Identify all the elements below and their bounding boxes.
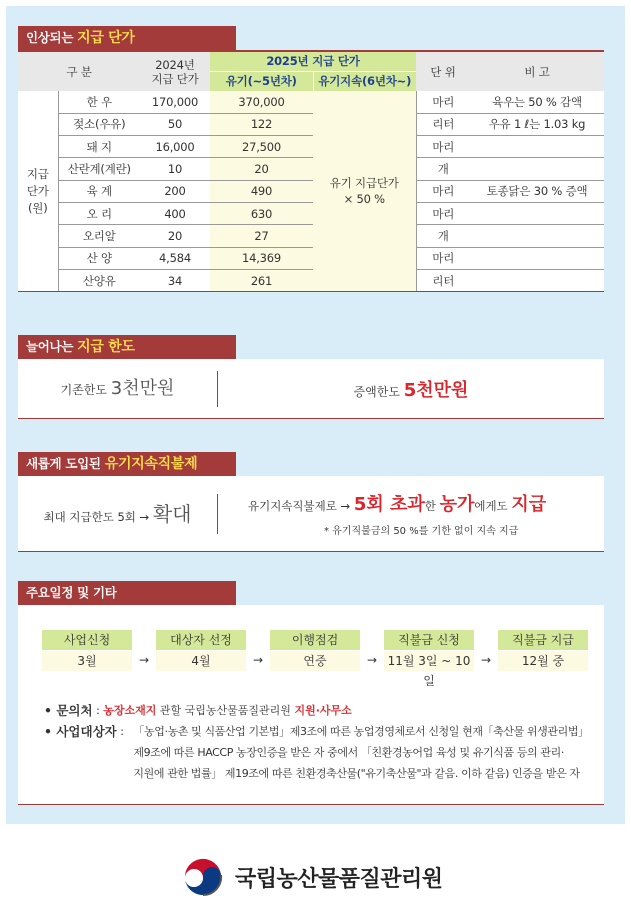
step-title: 사업신청 [42, 630, 132, 650]
cell-2024: 400 [140, 202, 210, 224]
section-title-highlight: 유기지속직불제 [104, 456, 198, 472]
table-row [18, 247, 604, 269]
table-row [18, 136, 604, 158]
step-title: 이행점검 [270, 630, 360, 650]
cell-2024: 50 [140, 113, 210, 135]
cell-2024: 16,000 [140, 136, 210, 158]
cell-unit: 개 [416, 158, 470, 180]
cell-note [470, 225, 604, 247]
step-value: 연중 [270, 651, 360, 671]
cell-2025-organic: 14,369 [210, 247, 313, 269]
header-note: 비 고 [470, 51, 604, 91]
cell-2024: 10 [140, 158, 210, 180]
cell-unit: 리터 [416, 113, 470, 135]
step-title: 직불금 신청 [384, 630, 474, 650]
cell-2025-organic: 490 [210, 180, 313, 202]
step-title: 직불금 지급 [498, 630, 588, 650]
schedule-step [270, 630, 360, 671]
cell-note [470, 247, 604, 269]
cell-unit: 리터 [416, 269, 470, 291]
table-row [18, 91, 604, 113]
limit-card [18, 359, 604, 419]
continuous-payment-prefix: 유기지속직불제로 → [248, 499, 354, 513]
continuous-payment-note: * 유기직불금의 50 %를 기한 없이 지속 지급 [324, 526, 519, 537]
continuous-payment-mid2: 에게도 [474, 499, 512, 513]
cell-2024: 200 [140, 180, 210, 202]
step-value: 4월 [156, 651, 246, 671]
arrow-right-icon: → [138, 652, 150, 667]
contact-location: 농장소재지 [103, 704, 157, 717]
cell-unit: 개 [416, 225, 470, 247]
footer-logo [181, 855, 443, 899]
contact-label: • 문의처 [44, 703, 93, 718]
target-colon: : [116, 725, 128, 738]
cell-item: 돼 지 [58, 136, 140, 158]
taegeuk-logo-icon [181, 855, 225, 899]
contact-row [44, 700, 604, 721]
target-line-1: 「농업·농촌 및 식품산업 기본법」제3조에 따른 농업경영체로서 신청일 현재「축산물 위생관리법」 [133, 725, 589, 738]
schedule-step [156, 630, 246, 671]
cell-item: 오리알 [58, 225, 140, 247]
header-class: 구 분 [18, 51, 140, 91]
existing-limit-label: 기존한도 [60, 382, 111, 397]
section-header-limit [18, 335, 236, 359]
section-title-highlight: 지급 단가 [77, 30, 135, 46]
header-continuous: 유기지속(6년차~) [313, 71, 416, 91]
cell-2025-organic: 630 [210, 202, 313, 224]
section-title-highlight: 지급 한도 [77, 339, 135, 355]
schedule-step [384, 630, 474, 688]
cell-2025-organic: 261 [210, 269, 313, 291]
cell-note [470, 136, 604, 158]
arrow-right-icon: → [366, 652, 378, 667]
cell-item: 젖소(우유) [58, 113, 140, 135]
section-header-price [18, 26, 236, 50]
continuous-payment-red3: 지급 [511, 494, 547, 515]
continuous-payment-desc [218, 490, 604, 537]
cell-note [470, 202, 604, 224]
cell-note: 육우는 50 % 감액 [470, 91, 604, 113]
cell-note: 토종닭은 30 % 증액 [470, 180, 604, 202]
cell-2025-organic: 370,000 [210, 91, 313, 113]
info-block [44, 700, 604, 784]
section-title-prefix: 늘어나는 [26, 339, 78, 354]
target-row [44, 721, 604, 784]
schedule-step [498, 630, 588, 671]
step-value: 12월 중 [498, 651, 588, 671]
continuous-payment-mid: 한 [424, 499, 440, 513]
cell-2025-organic: 20 [210, 158, 313, 180]
step-title: 대상자 선정 [156, 630, 246, 650]
schedule-steps [42, 630, 588, 688]
schedule-step [42, 630, 132, 671]
table-row [18, 202, 604, 224]
cell-note [470, 158, 604, 180]
table-row [18, 225, 604, 247]
section-header-schedule [18, 581, 236, 605]
existing-limit [18, 371, 218, 407]
cell-item: 산란계(계란) [58, 158, 140, 180]
schedule-card [18, 605, 604, 805]
target-line-2: 제9조에 따른 HACCP 농장인증을 받은 자 중에서 「친환경농어업 육성 및 유기식품 등의 관리· [133, 746, 564, 759]
section-title-prefix: 인상되는 [26, 30, 78, 45]
cell-2024: 170,000 [140, 91, 210, 113]
section-title-prefix: 새롭게 도입된 [26, 456, 105, 471]
table-row [18, 158, 604, 180]
row-header-price: 지급 단가 (원) [18, 91, 58, 292]
cell-unit: 마리 [416, 91, 470, 113]
step-value: 11월 3일 ~ 10일 [384, 651, 474, 671]
cell-2025-continuous: 유기 지급단가 × 50 % [313, 91, 416, 292]
contact-office: 지원·사무소 [294, 704, 352, 717]
cell-item: 한 우 [58, 91, 140, 113]
direct-payment-card [18, 476, 604, 552]
step-value: 3월 [42, 651, 132, 671]
cell-item: 산양유 [58, 269, 140, 291]
continuous-payment-red2: 농가 [439, 494, 475, 515]
max-limit-label: 최대 지급한도 5회 → [43, 509, 153, 524]
cell-2024: 20 [140, 225, 210, 247]
contact-colon: : [92, 704, 104, 717]
cell-item: 육 계 [58, 180, 140, 202]
cell-unit: 마리 [416, 180, 470, 202]
increased-limit [218, 376, 604, 402]
table-row [18, 269, 604, 291]
section-header-direct-payment [18, 452, 236, 476]
header-unit: 단 위 [416, 51, 470, 91]
cell-2025-organic: 27,500 [210, 136, 313, 158]
section-title: 주요일정 및 기타 [26, 585, 117, 600]
cell-2024: 4,584 [140, 247, 210, 269]
table-row [18, 113, 604, 135]
header-2025: 2025년 지급 단가 [210, 51, 416, 71]
target-description [133, 721, 588, 784]
target-label: • 사업대상자 [44, 724, 117, 739]
price-table [18, 50, 604, 292]
organization-name: 국립농산물품질관리원 [235, 866, 443, 892]
contact-org: 관할 국립농산물품질관리원 [156, 704, 295, 717]
max-limit-value: 확대 [152, 501, 192, 526]
cell-note [470, 269, 604, 291]
price-table-card [18, 50, 604, 292]
continuous-payment-red1: 5회 초과 [353, 494, 425, 515]
header-2024: 2024년 지급 단가 [140, 51, 210, 91]
max-limit-expansion [18, 494, 218, 534]
arrow-right-icon: → [480, 652, 492, 667]
increased-limit-label: 증액한도 [353, 384, 404, 399]
existing-limit-value: 3천만원 [110, 377, 175, 399]
cell-unit: 마리 [416, 136, 470, 158]
cell-unit: 마리 [416, 247, 470, 269]
cell-2025-organic: 27 [210, 225, 313, 247]
increased-limit-value: 5천만원 [403, 379, 469, 401]
cell-note: 우유 1 ℓ는 1.03 kg [470, 113, 604, 135]
cell-item: 산 양 [58, 247, 140, 269]
cell-2025-organic: 122 [210, 113, 313, 135]
target-line-3: 지원에 관한 법률」 제19조에 따른 친환경축산물("유기축산물"과 같음. 이하 같음) 인증을 받은 자 [133, 767, 580, 780]
table-row [18, 180, 604, 202]
cell-unit: 마리 [416, 202, 470, 224]
cell-item: 오 리 [58, 202, 140, 224]
arrow-right-icon: → [252, 652, 264, 667]
header-organic: 유기(~5년차) [210, 71, 313, 91]
cell-2024: 34 [140, 269, 210, 291]
